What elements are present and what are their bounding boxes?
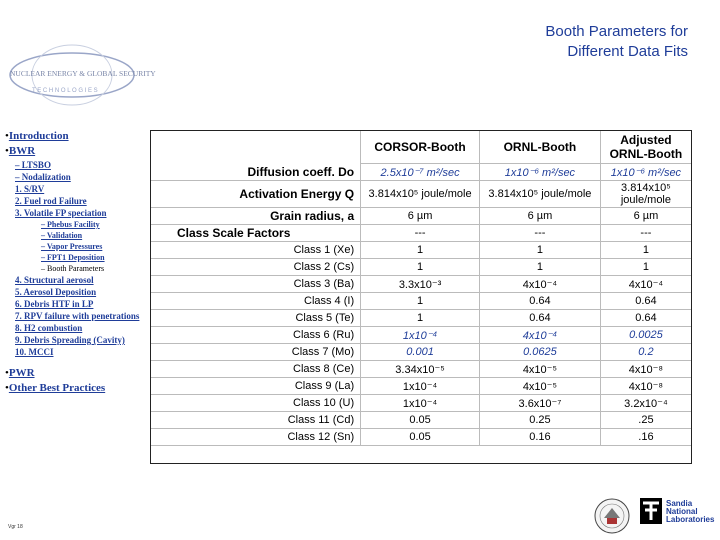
cell-value: 0.2	[600, 344, 691, 361]
nav-link[interactable]: BWR	[8, 145, 36, 157]
sandia-line-1: Sandia	[666, 499, 693, 508]
nav-item	[15, 287, 145, 298]
nav-item	[5, 367, 145, 380]
cell-value: 3.34x10⁻⁵	[361, 361, 480, 378]
nav-link[interactable]: 2. Fuel rod Failure	[15, 196, 87, 206]
cell-value: 3.2x10⁻⁴	[600, 395, 691, 412]
nav-link[interactable]: PWR	[8, 367, 35, 379]
cell-value: 1	[361, 310, 480, 327]
title-line-2: Different Data Fits	[567, 43, 688, 60]
slide-title	[545, 22, 688, 62]
row-label: Class 3 (Ba)	[151, 276, 361, 293]
cell-value: 1	[480, 259, 601, 276]
sandia-line-3: Laboratories	[666, 515, 715, 524]
column-header: ORNL-Booth	[480, 131, 601, 164]
cell-value: ---	[361, 225, 480, 242]
cell-value: 6 µm	[480, 208, 601, 225]
cell-value: 0.0625	[480, 344, 601, 361]
cell-value: 3.814x10⁵ joule/mole	[361, 181, 480, 208]
bullet-icon: •	[5, 145, 9, 157]
cell-value: 3.814x10⁵ joule/mole	[600, 181, 691, 208]
row-label: Class Scale Factors	[151, 225, 361, 242]
row-label: Class 6 (Ru)	[151, 327, 361, 344]
nav-link[interactable]: 4. Structural aerosol	[15, 275, 94, 285]
row-label: Class 11 (Cd)	[151, 412, 361, 429]
cell-value: 1	[361, 242, 480, 259]
cell-value: 3.6x10⁻⁷	[480, 395, 601, 412]
cell-value: 1	[600, 242, 691, 259]
table-row	[151, 225, 691, 242]
nav-link[interactable]: 6. Debris HTF in LP	[15, 299, 94, 309]
cell-value: ---	[600, 225, 691, 242]
cell-value: 0.64	[480, 310, 601, 327]
nav-link[interactable]: – Phebus Facility	[41, 220, 100, 229]
row-label: Class 7 (Mo)	[151, 344, 361, 361]
cell-value: 4x10⁻⁸	[600, 361, 691, 378]
cell-value: 0.05	[361, 429, 480, 446]
logo-subtext: T E C H N O L O G I E S	[32, 88, 98, 94]
cell-value: 0.64	[600, 293, 691, 310]
cell-value: .16	[600, 429, 691, 446]
table-row	[151, 429, 691, 446]
sandia-line-2: National	[666, 507, 698, 516]
nav-item	[15, 311, 145, 322]
table-row	[151, 208, 691, 225]
table-row	[151, 327, 691, 344]
nav-item	[41, 264, 145, 274]
cell-value: 0.001	[361, 344, 480, 361]
cell-value: 4x10⁻⁵	[480, 378, 601, 395]
cell-value: 6 µm	[361, 208, 480, 225]
nav-link[interactable]: 1. S/RV	[15, 184, 45, 194]
nav-link[interactable]: Other Best Practices	[8, 382, 106, 394]
nav-item	[41, 231, 145, 241]
neg-logo	[2, 40, 182, 120]
cell-value: ---	[480, 225, 601, 242]
title-line-1: Booth Parameters for	[545, 23, 688, 40]
nav-item	[15, 335, 145, 346]
table-row	[151, 276, 691, 293]
column-header: Adjusted ORNL-Booth	[600, 131, 691, 164]
table-row	[151, 242, 691, 259]
row-label: Class 2 (Cs)	[151, 259, 361, 276]
table-row	[151, 378, 691, 395]
sidebar-nav	[5, 128, 145, 397]
nav-item	[15, 172, 145, 183]
row-label: Class 1 (Xe)	[151, 242, 361, 259]
nav-item	[41, 253, 145, 263]
table-header-row	[151, 131, 691, 164]
cell-value: 2.5x10⁻⁷ m²/sec	[361, 164, 480, 181]
cell-value: 0.25	[480, 412, 601, 429]
cell-value: 0.0025	[600, 327, 691, 344]
row-label: Class 8 (Ce)	[151, 361, 361, 378]
cell-value: 1x10⁻⁶ m²/sec	[480, 164, 601, 181]
bullet-icon: •	[5, 130, 9, 142]
cell-value: 4x10⁻⁴	[600, 276, 691, 293]
cell-value: 1	[361, 259, 480, 276]
table-row	[151, 395, 691, 412]
row-label: Class 9 (La)	[151, 378, 361, 395]
table-row	[151, 293, 691, 310]
sandia-thunderbird-icon	[640, 498, 662, 524]
nav-link[interactable]: – Validation	[41, 231, 83, 240]
nav-item	[15, 323, 145, 334]
nav-link[interactable]: 7. RPV failure with penetrations	[15, 311, 140, 321]
cell-value: 0.16	[480, 429, 601, 446]
nav-item	[15, 208, 145, 219]
nav-item	[15, 347, 145, 358]
cell-value: 4x10⁻⁵	[480, 361, 601, 378]
doe-seal-icon	[590, 496, 640, 536]
nav-link[interactable]: 5. Aerosol Deposition	[15, 287, 97, 297]
column-header	[151, 131, 361, 164]
nav-link[interactable]: – Vapor Pressures	[41, 242, 103, 251]
cell-value: 4x10⁻⁴	[480, 276, 601, 293]
nav-item	[5, 382, 145, 395]
column-header: CORSOR-Booth	[361, 131, 480, 164]
bullet-icon: •	[5, 382, 9, 394]
cell-value: 3.814x10⁵ joule/mole	[480, 181, 601, 208]
cell-value: 0.64	[600, 310, 691, 327]
cell-value: 1	[600, 259, 691, 276]
row-label: Class 5 (Te)	[151, 310, 361, 327]
row-label: Diffusion coeff. Do	[151, 164, 361, 181]
slide-footer: Vgr 18	[8, 524, 23, 530]
nav-link[interactable]: – Nodalization	[15, 172, 71, 182]
nav-link[interactable]: 10. MCCI	[15, 347, 54, 357]
cell-value: 1x10⁻⁶ m²/sec	[600, 164, 691, 181]
booth-parameters-table	[150, 130, 692, 464]
nav-item	[15, 275, 145, 286]
cell-value: 3.3x10⁻³	[361, 276, 480, 293]
row-label: Class 10 (U)	[151, 395, 361, 412]
logo-text: NUCLEAR ENERGY & GLOBAL SECURITY	[10, 69, 156, 78]
table-row	[151, 164, 691, 181]
cell-value: 4x10⁻⁸	[600, 378, 691, 395]
bullet-icon: •	[5, 367, 9, 379]
cell-value: .25	[600, 412, 691, 429]
nav-link[interactable]: Introduction	[8, 130, 69, 142]
nav-item	[15, 196, 145, 207]
sandia-logo	[640, 494, 715, 530]
row-label: Grain radius, a	[151, 208, 361, 225]
nav-link[interactable]: 8. H2 combustion	[15, 323, 83, 333]
nav-item	[15, 184, 145, 195]
row-label: Class 12 (Sn)	[151, 429, 361, 446]
table-row	[151, 310, 691, 327]
nav-item	[15, 160, 145, 171]
table-row	[151, 361, 691, 378]
cell-value: 0.64	[480, 293, 601, 310]
cell-value: 1	[361, 293, 480, 310]
cell-value: 0.05	[361, 412, 480, 429]
table-row	[151, 412, 691, 429]
nav-link[interactable]: 3. Volatile FP speciation	[15, 208, 107, 218]
nav-link[interactable]: – Booth Parameters	[41, 264, 105, 273]
table-row	[151, 181, 691, 208]
row-label: Class 4 (I)	[151, 293, 361, 310]
nav-item	[41, 242, 145, 252]
row-label: Activation Energy Q	[151, 181, 361, 208]
nav-link[interactable]: – FPT1 Deposition	[41, 253, 105, 262]
cell-value: 4x10⁻⁴	[480, 327, 601, 344]
nav-link[interactable]: – LTSBO	[15, 160, 51, 170]
cell-value: 1x10⁻⁴	[361, 378, 480, 395]
cell-value: 6 µm	[600, 208, 691, 225]
cell-value: 1x10⁻⁴	[361, 327, 480, 344]
nav-item	[5, 130, 145, 143]
nav-item	[15, 299, 145, 310]
table-row	[151, 344, 691, 361]
nav-item	[41, 220, 145, 230]
cell-value: 1x10⁻⁴	[361, 395, 480, 412]
table-row	[151, 259, 691, 276]
nav-item	[5, 145, 145, 158]
cell-value: 1	[480, 242, 601, 259]
nav-link[interactable]: 9. Debris Spreading (Cavity)	[15, 335, 125, 345]
